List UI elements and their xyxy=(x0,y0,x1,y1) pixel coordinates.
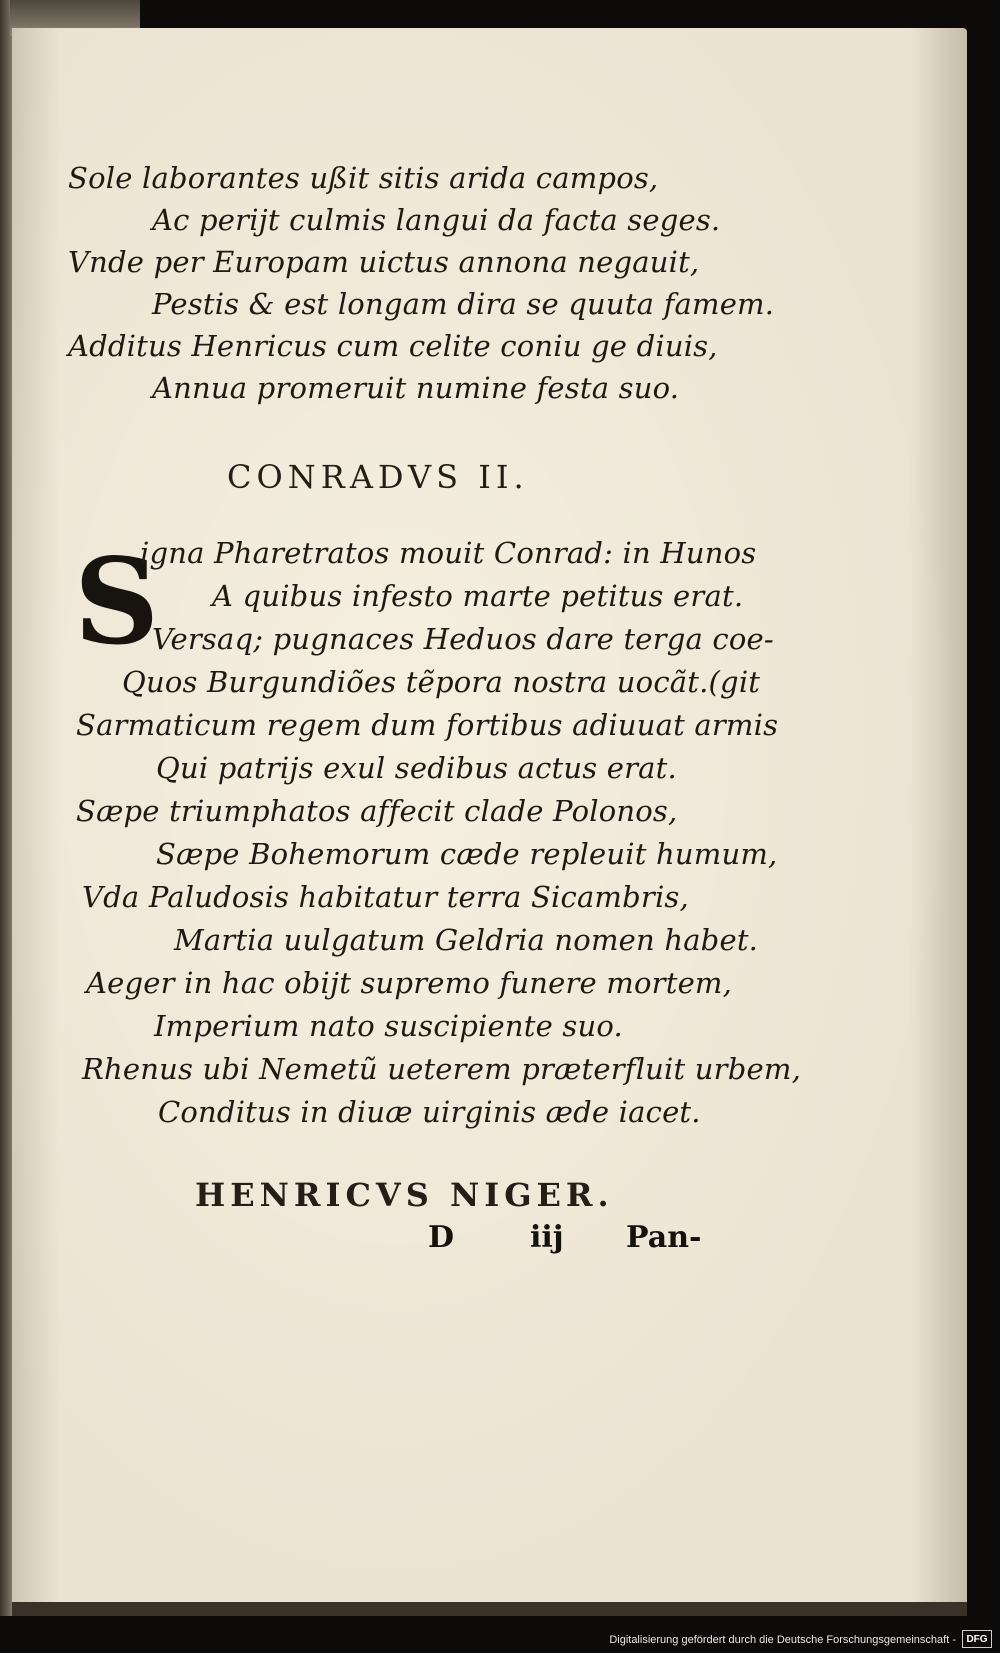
next-section-heading: HENRICVS NIGER. xyxy=(195,1176,614,1214)
verse-line: Annua promeruit numine festa suo. xyxy=(152,371,680,405)
verse-line: igna Pharetratos mouit Conrad: in Hunos xyxy=(140,536,757,570)
page-bottom-shadow xyxy=(12,1602,967,1616)
verse-line: Aeger in hac obijt supremo funere mortem, xyxy=(86,966,733,1000)
verse-line: Qui patrijs exul sedibus actus erat. xyxy=(156,751,677,785)
verse-line: Sarmaticum regem dum fortibus adiuuat armis xyxy=(76,708,779,742)
drop-cap: S xyxy=(74,532,160,671)
verse-line: A quibus infesto marte petitus erat. xyxy=(212,579,744,613)
verse-line: Imperium nato suscipiente suo. xyxy=(154,1009,623,1043)
verse-line: Vda Paludosis habitatur terra Sicambris, xyxy=(82,880,689,914)
verse-line: Conditus in diuæ uirginis æde iacet. xyxy=(158,1095,701,1129)
verse-line: Versaq; pugnaces Heduos dare terga coe- xyxy=(152,622,774,656)
verse-line: Sæpe Bohemorum cæde repleuit humum, xyxy=(156,837,778,871)
dfg-logo: DFG xyxy=(962,1630,992,1648)
verse-line: Sole laborantes ußit sitis arida campos, xyxy=(68,161,659,195)
verse-line: Rhenus ubi Nemetũ ueterem præterfluit urbem, xyxy=(82,1052,801,1086)
section-heading: CONRADVS II. xyxy=(227,458,529,496)
signature-mark: D xyxy=(428,1220,455,1255)
verse-line: Ac perijt culmis langui da facta seges. xyxy=(152,203,721,237)
funding-credit: Digitalisierung gefördert durch die Deutsche Forschungsgemeinschaft - xyxy=(609,1634,956,1646)
verse-line: Quos Burgundiões tẽpora nostra uocãt.(git xyxy=(122,665,761,699)
verse-line: Martia uulgatum Geldria nomen habet. xyxy=(174,923,759,957)
book-page xyxy=(12,28,967,1606)
signature-number: iij xyxy=(530,1220,564,1255)
verse-line: Pestis & est longam dira se quuta famem. xyxy=(152,287,775,321)
verse-line: Vnde per Europam uictus annona negauit, xyxy=(68,245,700,279)
verse-line: Sæpe triumphatos affecit clade Polonos, xyxy=(76,794,678,828)
verse-line: Additus Henricus cum celite coniu ge diuis, xyxy=(68,329,718,363)
catchword: Pan- xyxy=(626,1220,702,1255)
